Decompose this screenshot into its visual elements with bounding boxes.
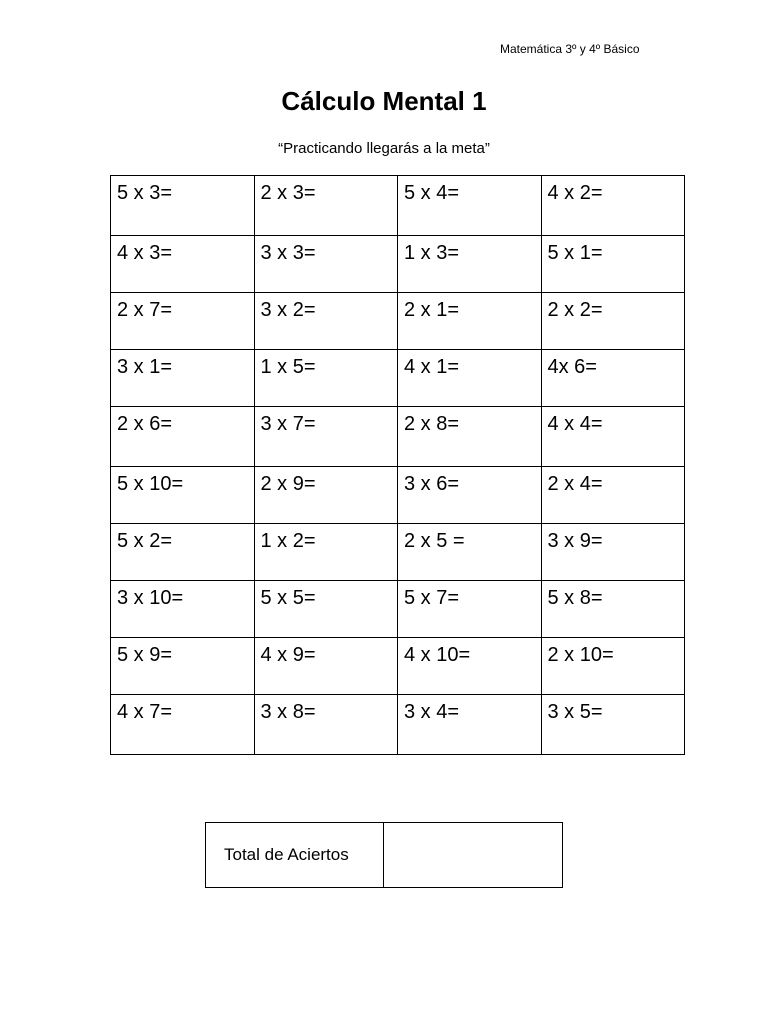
exercise-cell: 2 x 4=	[541, 467, 685, 524]
table-row	[111, 236, 685, 293]
exercise-cell: 5 x 2=	[111, 524, 255, 581]
exercise-cell: 1 x 3=	[398, 236, 542, 293]
score-box	[205, 822, 563, 888]
exercise-cell: 2 x 9=	[254, 467, 398, 524]
exercise-cell: 3 x 9=	[541, 524, 685, 581]
exercise-cell: 4 x 3=	[111, 236, 255, 293]
exercise-cell: 3 x 4=	[398, 695, 542, 755]
table-row	[111, 467, 685, 524]
exercise-cell: 3 x 5=	[541, 695, 685, 755]
page-subtitle: “Practicando llegarás a la meta”	[278, 140, 490, 157]
exercise-cell: 2 x 5 =	[398, 524, 542, 581]
exercise-cell: 5 x 9=	[111, 638, 255, 695]
exercise-cell: 1 x 5=	[254, 350, 398, 407]
exercise-cell: 4 x 4=	[541, 407, 685, 467]
table-row	[111, 293, 685, 350]
exercise-cell: 3 x 3=	[254, 236, 398, 293]
exercise-cell: 3 x 8=	[254, 695, 398, 755]
exercise-cell: 2 x 6=	[111, 407, 255, 467]
exercise-cell: 2 x 8=	[398, 407, 542, 467]
exercise-cell: 3 x 10=	[111, 581, 255, 638]
exercise-table	[110, 175, 685, 755]
table-row	[111, 581, 685, 638]
exercise-cell: 2 x 7=	[111, 293, 255, 350]
exercise-cell: 4 x 1=	[398, 350, 542, 407]
exercise-cell: 2 x 1=	[398, 293, 542, 350]
exercise-cell: 5 x 10=	[111, 467, 255, 524]
exercise-cell: 4 x 7=	[111, 695, 255, 755]
course-header: Matemática 3º y 4º Básico	[500, 42, 640, 56]
score-row	[206, 823, 563, 888]
score-value-cell	[384, 823, 563, 888]
exercise-cell: 4 x 10=	[398, 638, 542, 695]
exercise-cell: 5 x 1=	[541, 236, 685, 293]
exercise-cell: 4 x 9=	[254, 638, 398, 695]
table-row	[111, 407, 685, 467]
exercise-cell: 3 x 2=	[254, 293, 398, 350]
exercise-cell: 5 x 3=	[111, 176, 255, 236]
exercise-cell: 3 x 1=	[111, 350, 255, 407]
exercise-cell: 2 x 2=	[541, 293, 685, 350]
table-row	[111, 638, 685, 695]
exercise-cell: 4 x 2=	[541, 176, 685, 236]
table-row	[111, 176, 685, 236]
exercise-cell: 5 x 4=	[398, 176, 542, 236]
table-row	[111, 695, 685, 755]
page-title: Cálculo Mental 1	[281, 86, 487, 116]
exercise-cell: 3 x 6=	[398, 467, 542, 524]
exercise-cell: 4x 6=	[541, 350, 685, 407]
table-row	[111, 350, 685, 407]
table-row	[111, 524, 685, 581]
exercise-cell: 5 x 7=	[398, 581, 542, 638]
exercise-cell: 2 x 10=	[541, 638, 685, 695]
exercise-cell: 5 x 8=	[541, 581, 685, 638]
exercise-cell: 1 x 2=	[254, 524, 398, 581]
exercise-cell: 2 x 3=	[254, 176, 398, 236]
exercise-cell: 5 x 5=	[254, 581, 398, 638]
score-label: Total de Aciertos	[206, 823, 384, 888]
exercise-cell: 3 x 7=	[254, 407, 398, 467]
